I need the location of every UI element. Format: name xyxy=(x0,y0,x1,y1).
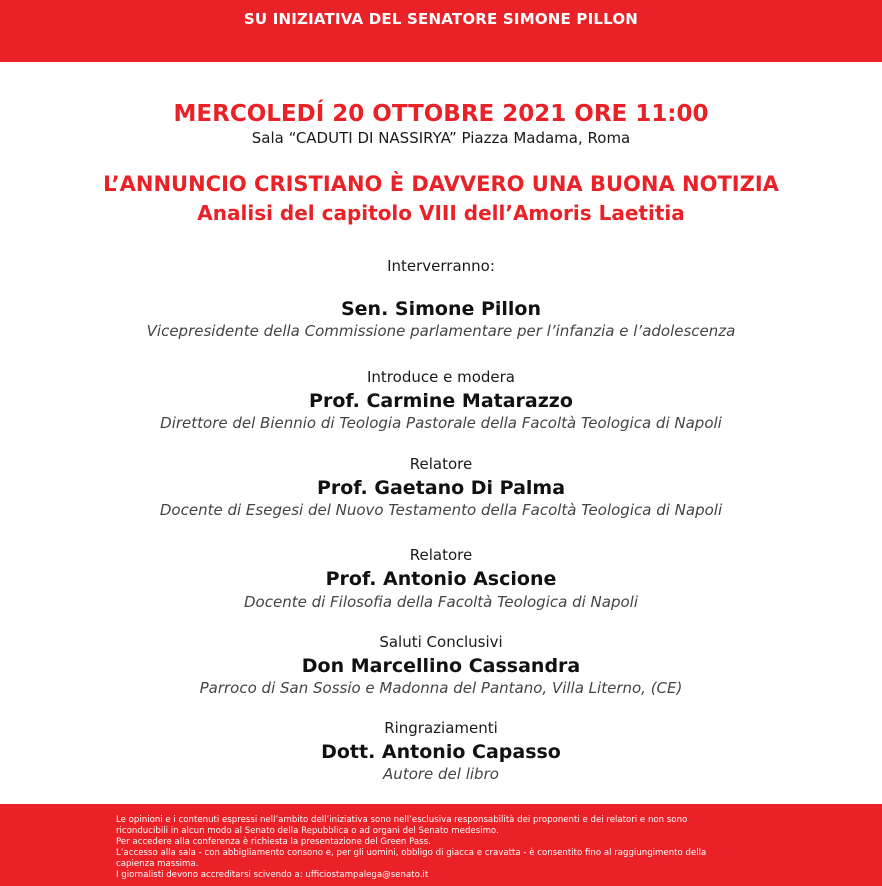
speaker-role: Introduce e modera xyxy=(367,368,515,386)
speaker-description: Docente di Filosofia della Facoltà Teologica di Napoli xyxy=(244,593,638,611)
speaker-description: Parroco di San Sossio e Madonna del Pantano, Villa Literno, (CE) xyxy=(199,679,683,697)
disclaimer-line: capienza massima. xyxy=(116,859,199,870)
event-date: MERCOLEDÍ 20 OTTOBRE 2021 ORE 11:00 xyxy=(173,101,709,127)
speaker-name: Sen. Simone Pillon xyxy=(340,298,542,320)
event-subtitle: Analisi del capitolo VIII dell’Amoris Laetitia xyxy=(197,201,685,225)
disclaimer-line: I giornalisti devono accreditarsi scivendo a: ufficiostampalega@senato.it xyxy=(116,870,429,881)
disclaimer-line: riconducibili in alcun modo al Senato della Repubblica o ad organi del Senato medesimo. xyxy=(116,826,499,837)
speaker-name: Prof. Antonio Ascione xyxy=(325,568,557,590)
disclaimer-line: Per accedere alla conferenza è richiesta la presentazione del Green Pass. xyxy=(116,837,431,848)
speaker-role: Relatore xyxy=(409,546,473,564)
speaker-name: Don Marcellino Cassandra xyxy=(301,655,581,677)
banner-text: SU INIZIATIVA DEL SENATORE SIMONE PILLON xyxy=(243,10,639,28)
disclaimer-line: Le opinioni e i contenuti espressi nell’ambito dell’iniziativa sono nell’esclusiva responsabilità dei proponenti e dei relatori e non sono xyxy=(116,815,688,825)
speaker-name: Prof. Gaetano Di Palma xyxy=(316,477,566,499)
speaker-name: Prof. Carmine Matarazzo xyxy=(309,390,573,412)
top-banner xyxy=(0,0,882,62)
footer-banner xyxy=(0,804,882,886)
disclaimer-line: L’accesso alla sala - con abbigliamento consono e, per gli uomini, obbligo di giacca e cravatta - è consentito fino al raggiungimento della xyxy=(116,848,707,859)
speakers-intro: Interverranno: xyxy=(387,257,495,275)
speaker-role: Ringraziamenti xyxy=(384,719,498,737)
event-venue: Sala “CADUTI DI NASSIRYA” Piazza Madama, Roma xyxy=(251,129,631,147)
speaker-description: Direttore del Biennio di Teologia Pastorale della Facoltà Teologica di Napoli xyxy=(160,414,722,432)
speaker-role: Relatore xyxy=(409,455,473,473)
speaker-role: Saluti Conclusivi xyxy=(379,633,503,651)
speaker-description: Docente di Esegesi del Nuovo Testamento della Facoltà Teologica di Napoli xyxy=(159,501,723,519)
speaker-description: Autore del libro xyxy=(383,765,499,783)
event-title: L’ANNUNCIO CRISTIANO È DAVVERO UNA BUONA NOTIZIA xyxy=(103,172,779,196)
speaker-name: Dott. Antonio Capasso xyxy=(321,741,561,763)
speaker-description: Vicepresidente della Commissione parlamentare per l’infanzia e l’adolescenza xyxy=(146,322,736,340)
footer-disclaimer xyxy=(116,815,796,882)
